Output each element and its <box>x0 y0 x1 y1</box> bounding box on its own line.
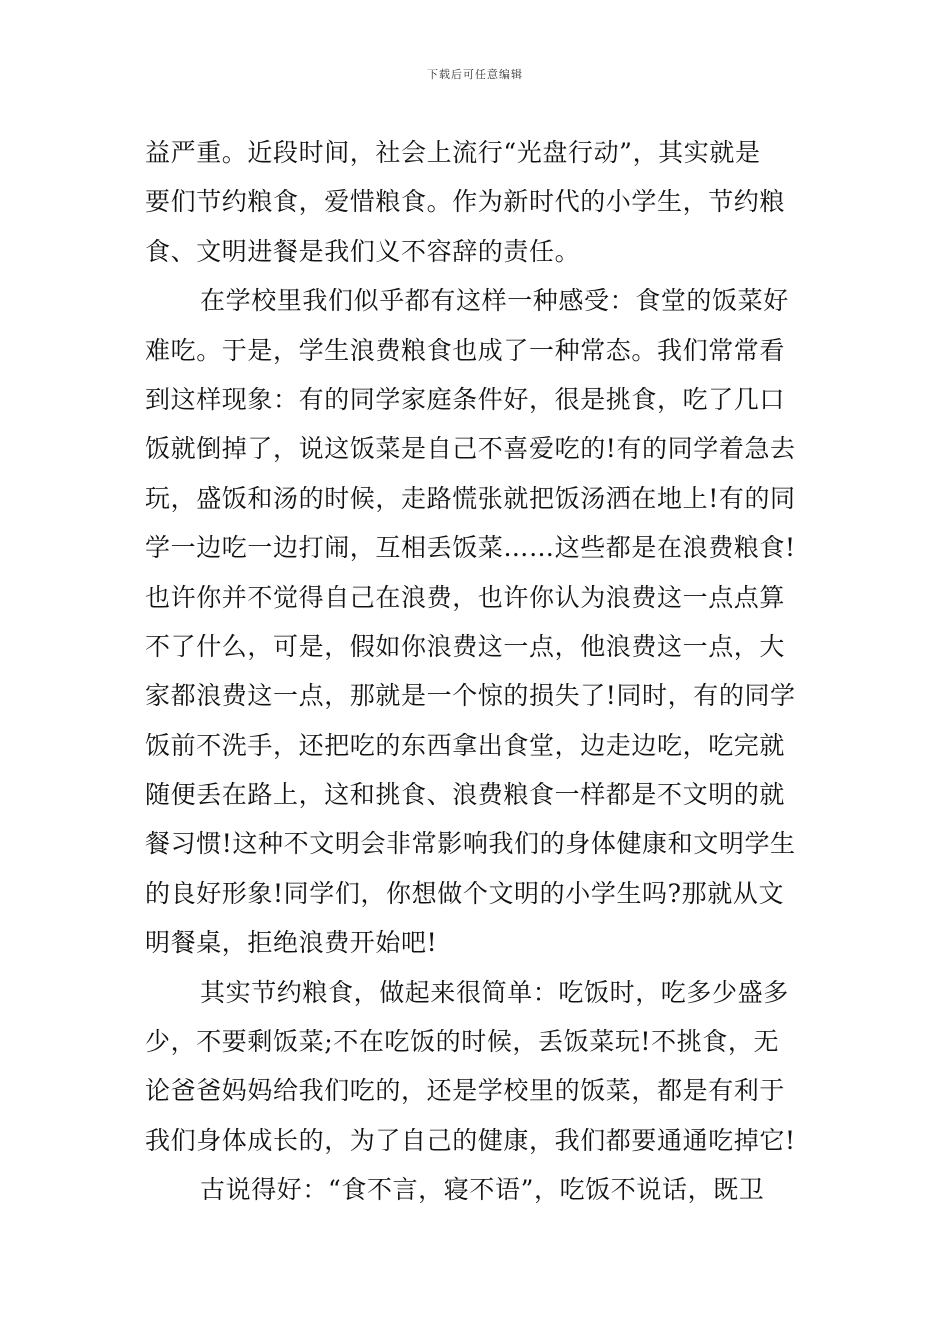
text-line: 难吃。于是，学生浪费粮食也成了一种常态。我们常常看 <box>145 335 786 365</box>
text-line: 的良好形象!同学们，你想做个文明的小学生吗?那就从文 <box>145 878 785 908</box>
text-line-paragraph-start: 在学校里我们似乎都有这样一种感受：食堂的饭菜好 <box>200 286 789 316</box>
text-line: 玩，盛饭和汤的时候，走路慌张就把饭汤洒在地上!有的同 <box>145 483 796 513</box>
text-line: 也许你并不觉得自己在浪费，也许你认为浪费这一点点算 <box>145 582 786 612</box>
text-line: 食、文明进餐是我们义不容辞的责任。 <box>145 236 581 266</box>
text-line: 论爸爸妈妈给我们吃的，还是学校里的饭菜，都是有利于 <box>145 1076 786 1106</box>
text-line: 饭前不洗手，还把吃的东西拿出食堂，边走边吃，吃完就 <box>145 730 786 760</box>
text-line: 不了什么，可是，假如你浪费这一点，他浪费这一点，大 <box>145 631 786 661</box>
text-line: 到这样现象：有的同学家庭条件好，很是挑食，吃了几口 <box>145 384 786 414</box>
text-line-paragraph-start: 其实节约粮食，做起来很简单：吃饭时，吃多少盛多 <box>200 977 789 1007</box>
text-line: 益严重。近段时间，社会上流行“光盘行动”，其实就是 <box>145 138 761 167</box>
text-line: 餐习惯!这种不文明会非常影响我们的身体健康和文明学生 <box>145 829 796 859</box>
text-line-paragraph-start: 古说得好：“食不言，寝不语”，吃饭不说话，既卫 <box>200 1175 765 1205</box>
page-header-note: 下载后可任意编辑 <box>427 68 523 81</box>
text-line: 饭就倒掉了，说这饭菜是自己不喜爱吃的!有的同学着急去 <box>145 434 796 464</box>
text-line: 要们节约粮食，爱惜粮食。作为新时代的小学生，节约粮 <box>145 187 786 217</box>
text-line: 我们身体成长的，为了自己的健康，我们都要通通吃掉它! <box>145 1125 796 1155</box>
text-line: 明餐桌，拒绝浪费开始吧! <box>145 928 438 958</box>
text-line: 学一边吃一边打闹，互相丢饭菜……这些都是在浪费粮食! <box>145 533 796 563</box>
text-line: 家都浪费这一点，那就是一个惊的损失了!同时，有的同学 <box>145 681 796 711</box>
document-body <box>145 128 810 1215</box>
text-line: 少，不要剩饭菜;不在吃饭的时候，丢饭菜玩!不挑食，无 <box>145 1027 780 1057</box>
text-line: 随便丢在路上，这和挑食、浪费粮食一样都是不文明的就 <box>145 780 786 810</box>
